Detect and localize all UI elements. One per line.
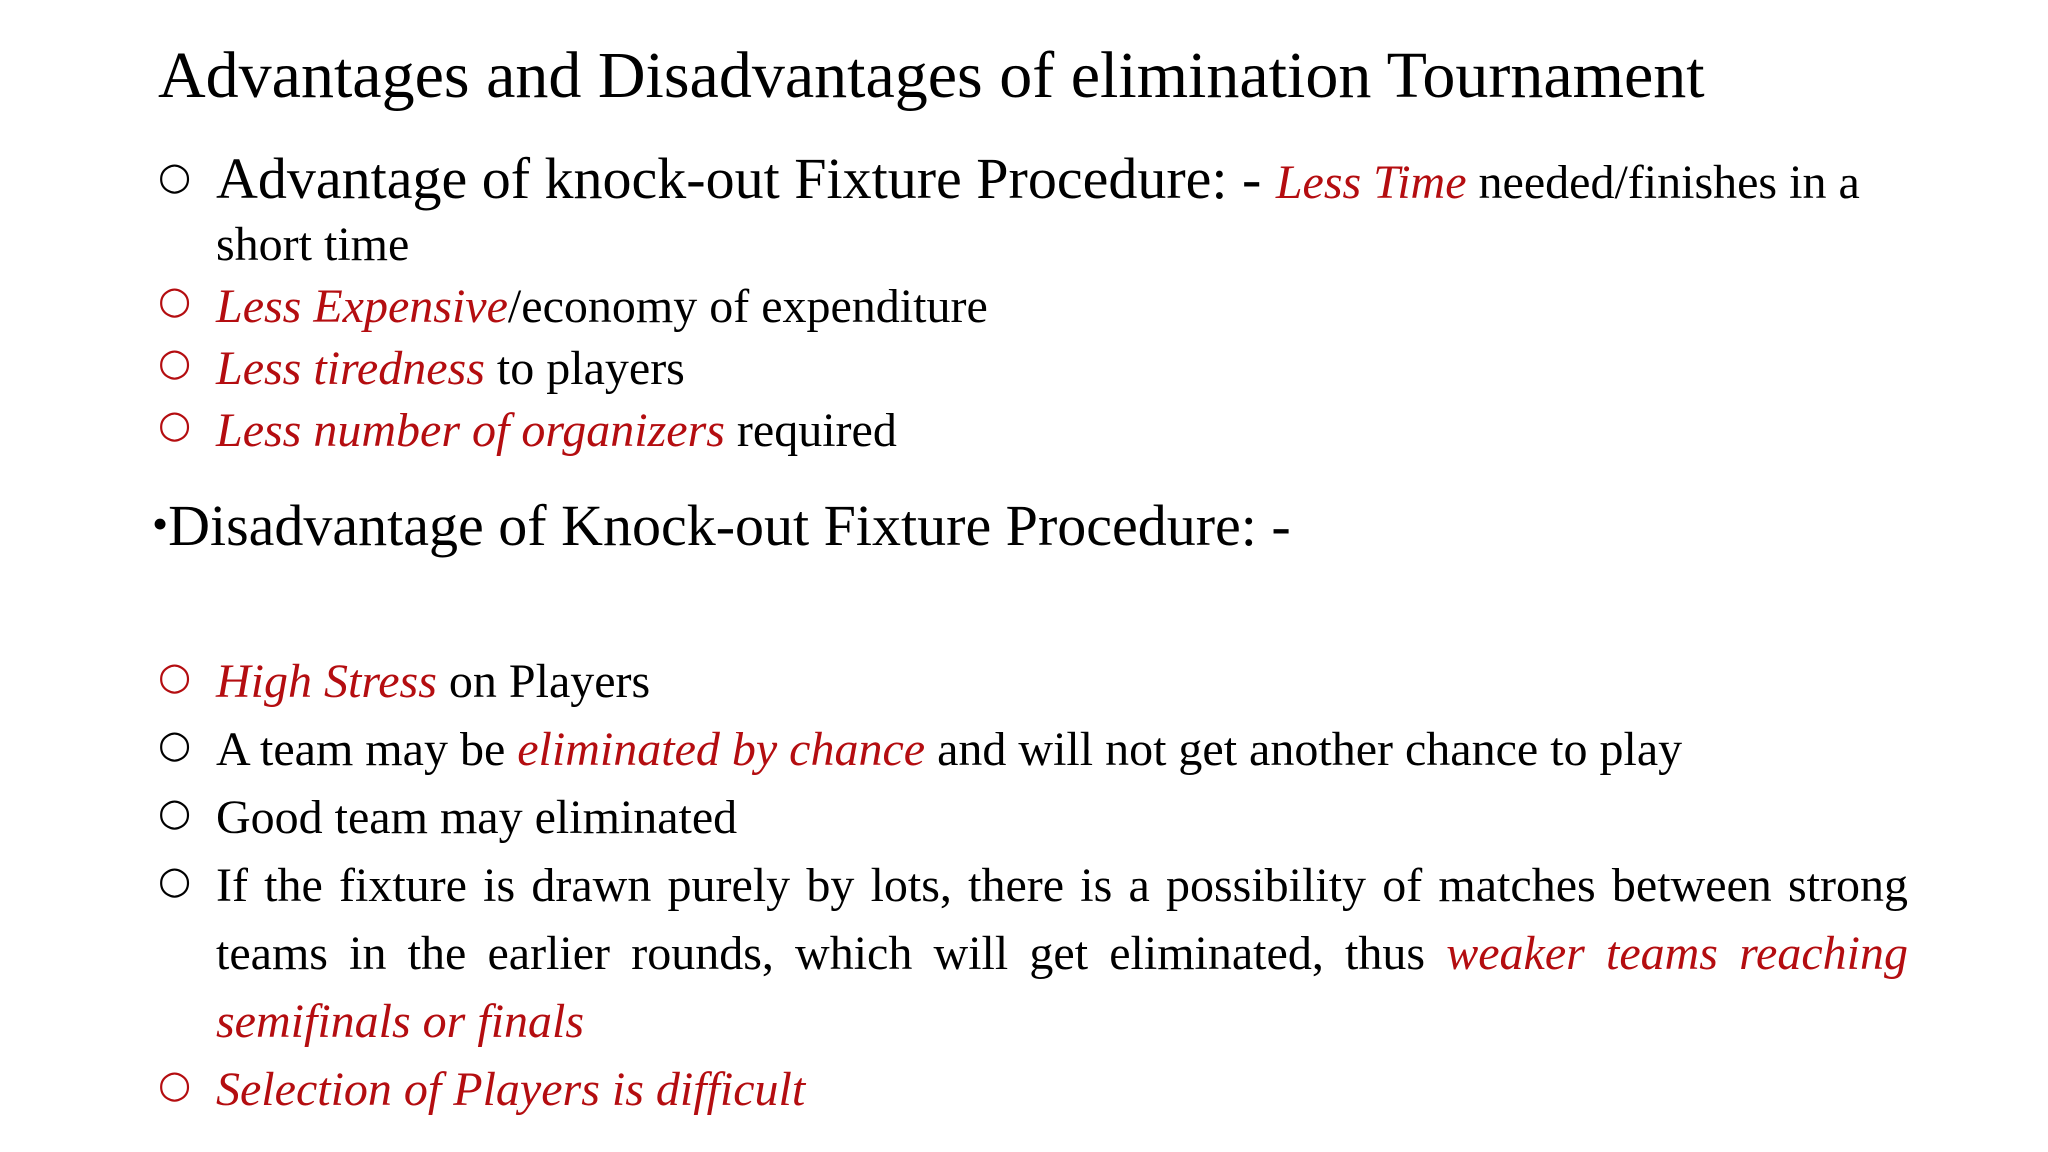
disadvantage-text: If the fixture is drawn purely by lots, there is a possibility of matches between strong teams in the earlier rounds, which will get eliminated, thus xyxy=(216,859,1908,980)
disadvantage-heading-text: Disadvantage of Knock-out Fixture Procedure: - xyxy=(168,493,1291,558)
disadvantage-item xyxy=(158,852,1908,1056)
advantage-text: /economy of expenditure xyxy=(507,280,988,333)
hollow-circle-bullet-icon: ○ xyxy=(158,858,192,902)
disadvantage-heading xyxy=(152,490,1291,562)
disadvantage-emphasis: eliminated by chance xyxy=(517,723,926,776)
disadvantage-item xyxy=(158,648,1908,716)
advantage-emphasis: Less number of organizers xyxy=(216,404,725,457)
advantage-heading-item xyxy=(158,148,1908,276)
disadvantage-text: on Players xyxy=(436,655,651,708)
hollow-circle-bullet-icon: ○ xyxy=(158,340,192,384)
disadvantage-emphasis: weaker teams reaching semifinals or finals xyxy=(216,927,1909,1048)
advantage-emphasis: Less Expensive xyxy=(216,280,508,333)
hollow-circle-bullet-icon: ○ xyxy=(158,154,192,198)
advantage-heading-rest: needed/finishes in a short time xyxy=(216,156,1860,271)
advantage-item xyxy=(158,400,1908,462)
advantage-text: required xyxy=(724,404,897,457)
disadvantage-emphasis: Selection of Players is difficult xyxy=(216,1063,806,1116)
hollow-circle-bullet-icon: ○ xyxy=(158,722,192,766)
advantage-item xyxy=(158,338,1908,400)
disadvantage-item xyxy=(158,716,1908,784)
disadvantage-text: and will not get another chance to play xyxy=(925,723,1683,776)
disadvantage-emphasis: High Stress xyxy=(216,655,437,708)
advantage-text: to players xyxy=(484,342,685,395)
disadvantage-item xyxy=(158,1056,1908,1124)
hollow-circle-bullet-icon: ○ xyxy=(158,278,192,322)
hollow-circle-bullet-icon: ○ xyxy=(158,790,192,834)
advantage-heading: Advantage of knock-out Fixture Procedure: - xyxy=(216,146,1276,211)
bullet-dot-icon: • xyxy=(152,498,169,549)
advantage-emphasis: Less tiredness xyxy=(216,342,485,395)
disadvantage-text: A team may be xyxy=(216,723,518,776)
disadvantage-item xyxy=(158,784,1908,852)
hollow-circle-bullet-icon: ○ xyxy=(158,654,192,698)
advantage-item xyxy=(158,276,1908,338)
hollow-circle-bullet-icon: ○ xyxy=(158,402,192,446)
disadvantage-text: Good team may eliminated xyxy=(216,791,738,844)
hollow-circle-bullet-icon: ○ xyxy=(158,1062,192,1106)
slide-title: Advantages and Disadvantages of elimination Tournament xyxy=(158,39,1705,112)
advantage-heading-emphasis: Less Time xyxy=(1275,156,1467,209)
